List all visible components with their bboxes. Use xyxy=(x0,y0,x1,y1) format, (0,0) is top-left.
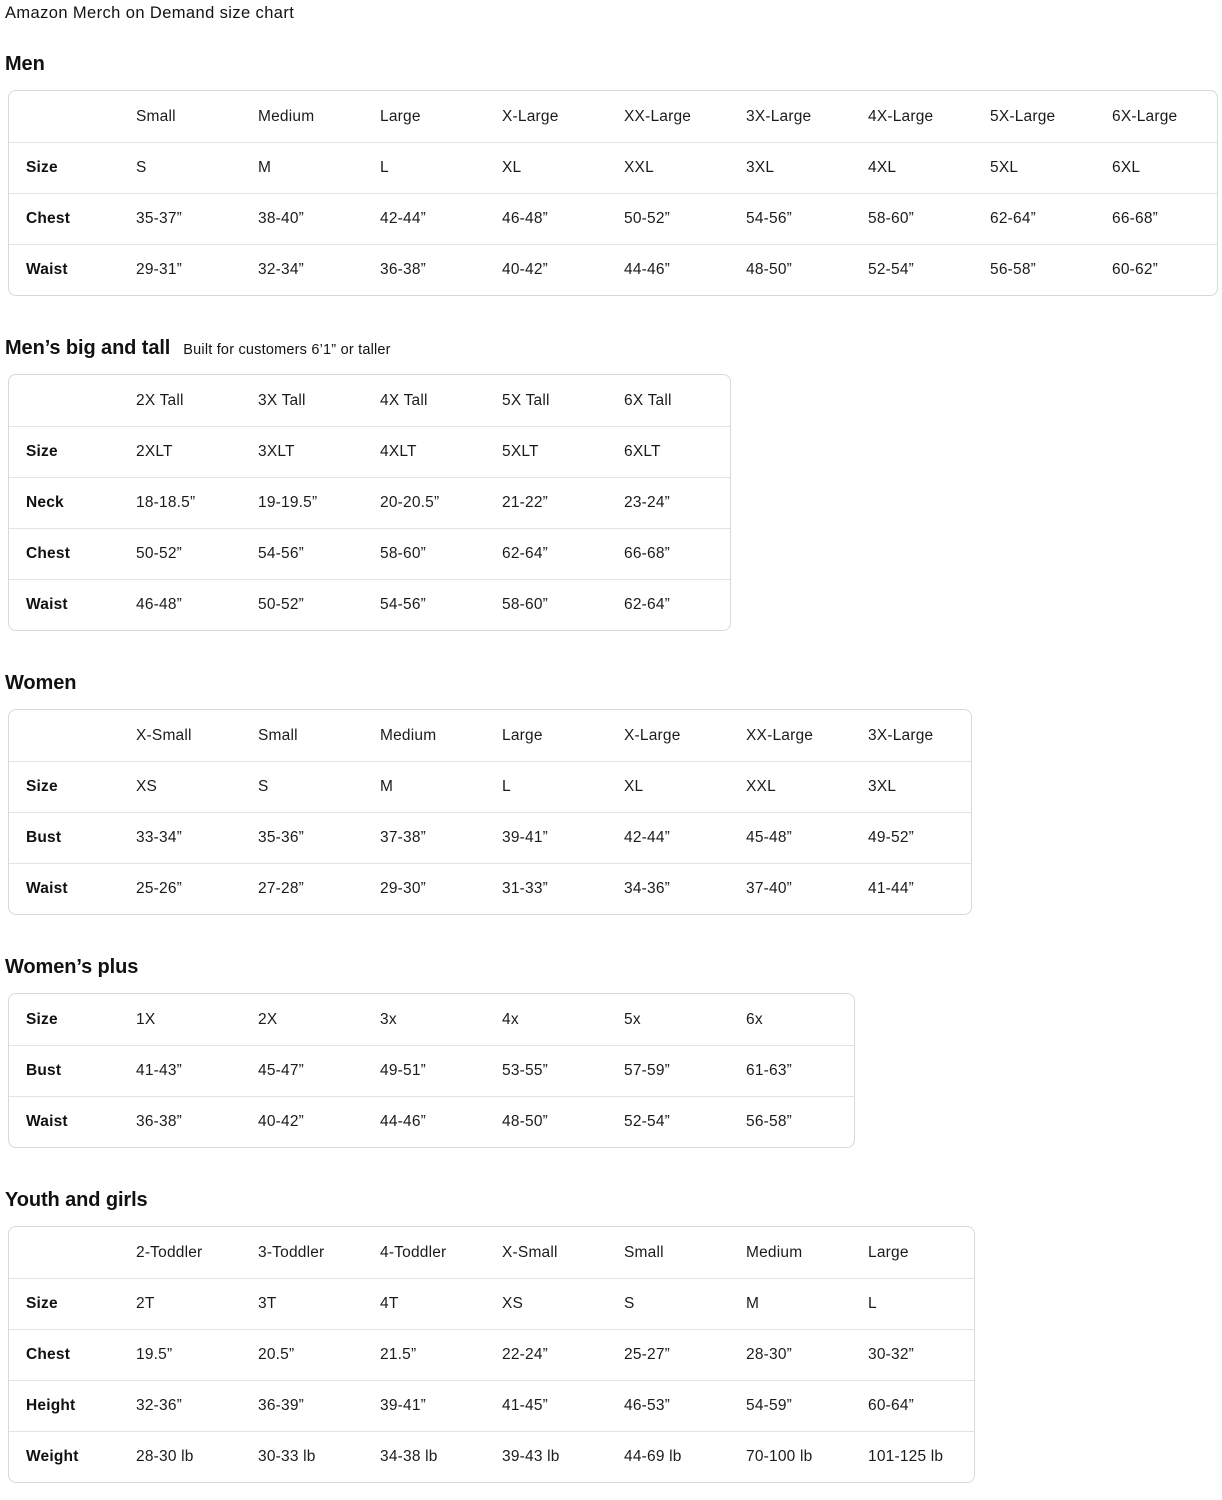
size-value-cell: 45-48” xyxy=(746,812,868,863)
column-header: 6X Tall xyxy=(624,391,672,409)
size-value-cell: 50-52” xyxy=(258,579,380,630)
section-header xyxy=(5,671,1214,695)
size-value-cell: XXL xyxy=(624,142,746,193)
size-value-cell: 40-42” xyxy=(502,244,624,295)
size-value-cell: 1X xyxy=(136,1010,156,1028)
column-header: 4X Tall xyxy=(380,391,428,409)
column-header: 4X-Large xyxy=(868,107,934,125)
size-value-cell: M xyxy=(746,1278,868,1329)
size-value-cell: 52-54” xyxy=(868,244,990,295)
size-value-cell: 5XLT xyxy=(502,426,624,477)
section-men xyxy=(5,52,1214,296)
row-label: Neck xyxy=(9,477,136,528)
corner-cell xyxy=(9,91,136,142)
size-value-cell: 23-24” xyxy=(624,477,730,528)
size-value-cell: 42-44” xyxy=(624,812,746,863)
section-subtitle: Built for customers 6’1” or taller xyxy=(183,342,391,358)
size-value-cell: 32-36” xyxy=(136,1380,258,1431)
size-value-cell: 30-32” xyxy=(868,1329,974,1380)
size-value-cell: 35-37” xyxy=(136,193,258,244)
size-value-cell: 50-52” xyxy=(136,528,258,579)
sections xyxy=(5,52,1214,1483)
size-value-cell: 39-41” xyxy=(502,812,624,863)
row-label: Waist xyxy=(9,863,136,914)
size-value-cell: 20.5” xyxy=(258,1329,380,1380)
size-value-cell: 66-68” xyxy=(1112,193,1217,244)
section-header xyxy=(5,336,1214,360)
size-value-cell: 44-69 lb xyxy=(624,1431,746,1482)
size-value-cell: 18-18.5” xyxy=(136,477,258,528)
table-row xyxy=(9,477,730,528)
size-value-cell: 5XL xyxy=(990,142,1112,193)
women-size-table xyxy=(9,710,971,914)
table-row xyxy=(9,812,971,863)
table-row xyxy=(9,244,1217,295)
table-row xyxy=(9,1380,974,1431)
size-value-cell: 4x xyxy=(502,1010,519,1028)
size-value-cell: 60-64” xyxy=(868,1380,974,1431)
size-value-cell: 48-50” xyxy=(502,1096,624,1147)
size-value-cell: 62-64” xyxy=(624,579,730,630)
size-value-cell: 62-64” xyxy=(502,528,624,579)
section-heading: Men xyxy=(5,53,45,75)
row-label: Waist xyxy=(9,1096,136,1147)
column-header: Small xyxy=(136,107,176,125)
men-table xyxy=(8,90,1218,296)
size-value-cell: 36-38” xyxy=(136,1096,258,1147)
size-value-cell: 46-53” xyxy=(624,1380,746,1431)
size-value-cell: 41-44” xyxy=(868,863,971,914)
page-title: Amazon Merch on Demand size chart xyxy=(5,4,295,22)
table-row xyxy=(9,994,854,1045)
size-value-cell: 29-31” xyxy=(136,244,258,295)
size-value-cell: 70-100 lb xyxy=(746,1431,868,1482)
size-value-cell: 41-43” xyxy=(136,1045,258,1096)
corner-cell xyxy=(9,1227,136,1278)
column-header: Large xyxy=(380,107,421,125)
size-value-cell: XXL xyxy=(746,761,868,812)
table-row xyxy=(9,1329,974,1380)
size-value-cell: 50-52” xyxy=(624,193,746,244)
men-size-table xyxy=(9,91,1217,295)
section-heading: Women xyxy=(5,672,77,694)
size-value-cell: 40-42” xyxy=(258,1096,380,1147)
size-value-cell: 42-44” xyxy=(380,193,502,244)
size-value-cell: 54-59” xyxy=(746,1380,868,1431)
size-value-cell: 27-28” xyxy=(258,863,380,914)
column-header: Medium xyxy=(746,1243,803,1261)
table-row xyxy=(9,863,971,914)
section-header xyxy=(5,955,1214,979)
size-value-cell: 3x xyxy=(380,1010,397,1028)
size-value-cell: 58-60” xyxy=(502,579,624,630)
table-row xyxy=(9,1096,854,1147)
column-header: 2-Toddler xyxy=(136,1243,203,1261)
size-value-cell: 66-68” xyxy=(624,528,730,579)
table-header-row xyxy=(9,375,730,426)
column-header: 6X-Large xyxy=(1112,107,1178,125)
section-womens-plus xyxy=(5,955,1214,1148)
size-value-cell: 25-26” xyxy=(136,863,258,914)
size-value-cell: 19-19.5” xyxy=(258,477,380,528)
column-header: Medium xyxy=(258,107,315,125)
size-value-cell: 30-33 lb xyxy=(258,1431,380,1482)
size-value-cell: 33-34” xyxy=(136,812,258,863)
table-row xyxy=(9,1431,974,1482)
table-row xyxy=(9,1278,974,1329)
size-value-cell: 22-24” xyxy=(502,1329,624,1380)
table-header-row xyxy=(9,1227,974,1278)
size-value-cell: 39-43 lb xyxy=(502,1431,624,1482)
size-value-cell: 49-51” xyxy=(380,1045,502,1096)
size-value-cell: L xyxy=(868,1278,974,1329)
size-value-cell: 3XL xyxy=(868,761,971,812)
size-value-cell: 2XLT xyxy=(136,426,258,477)
row-label: Chest xyxy=(9,528,136,579)
section-women xyxy=(5,671,1214,915)
corner-cell xyxy=(9,375,136,426)
table-row xyxy=(9,528,730,579)
row-label: Size xyxy=(9,761,136,812)
size-value-cell: 36-39” xyxy=(258,1380,380,1431)
row-label: Waist xyxy=(9,579,136,630)
size-value-cell: 56-58” xyxy=(746,1096,854,1147)
size-value-cell: 28-30 lb xyxy=(136,1431,258,1482)
column-header: Medium xyxy=(380,726,437,744)
size-value-cell: 37-40” xyxy=(746,863,868,914)
size-value-cell: 19.5” xyxy=(136,1329,258,1380)
size-value-cell: 28-30” xyxy=(746,1329,868,1380)
size-value-cell: 58-60” xyxy=(868,193,990,244)
column-header: XX-Large xyxy=(624,107,692,125)
column-header: X-Large xyxy=(502,107,559,125)
size-value-cell: 31-33” xyxy=(502,863,624,914)
table-header-row xyxy=(9,91,1217,142)
size-value-cell: XL xyxy=(502,142,624,193)
youth-and-girls-size-table xyxy=(9,1227,974,1482)
size-value-cell: 2T xyxy=(136,1278,258,1329)
column-header: 3X Tall xyxy=(258,391,306,409)
size-value-cell: 21-22” xyxy=(502,477,624,528)
size-value-cell: 2X xyxy=(258,1010,278,1028)
size-value-cell: 38-40” xyxy=(258,193,380,244)
size-value-cell: 57-59” xyxy=(624,1045,746,1096)
size-value-cell: 48-50” xyxy=(746,244,868,295)
size-value-cell: XL xyxy=(624,761,746,812)
size-value-cell: 53-55” xyxy=(502,1045,624,1096)
row-label: Size xyxy=(9,142,136,193)
table-row xyxy=(9,1045,854,1096)
size-value-cell: 29-30” xyxy=(380,863,502,914)
size-value-cell: 58-60” xyxy=(380,528,502,579)
section-header xyxy=(5,52,1214,76)
table-row xyxy=(9,579,730,630)
column-header: X-Small xyxy=(502,1243,558,1261)
section-mens-big-and-tall xyxy=(5,336,1214,631)
size-value-cell: 34-38 lb xyxy=(380,1431,502,1482)
size-value-cell: 52-54” xyxy=(624,1096,746,1147)
table-row xyxy=(9,426,730,477)
size-value-cell: M xyxy=(380,761,502,812)
size-value-cell: M xyxy=(258,142,380,193)
size-value-cell: 6XL xyxy=(1112,142,1217,193)
size-value-cell: 44-46” xyxy=(624,244,746,295)
section-heading: Women’s plus xyxy=(5,956,139,978)
column-header: Large xyxy=(868,1243,909,1261)
row-label: Chest xyxy=(9,193,136,244)
row-label: Waist xyxy=(9,244,136,295)
section-heading: Youth and girls xyxy=(5,1189,148,1211)
size-value-cell: 20-20.5” xyxy=(380,477,502,528)
size-value-cell: 49-52” xyxy=(868,812,971,863)
size-value-cell: 32-34” xyxy=(258,244,380,295)
size-value-cell: S xyxy=(624,1278,746,1329)
size-value-cell: 60-62” xyxy=(1112,244,1217,295)
womens-plus-table xyxy=(8,993,855,1148)
table-row xyxy=(9,142,1217,193)
column-header: Large xyxy=(502,726,543,744)
size-value-cell: 35-36” xyxy=(258,812,380,863)
size-value-cell: 62-64” xyxy=(990,193,1112,244)
column-header: X-Small xyxy=(136,726,192,744)
size-value-cell: 36-38” xyxy=(380,244,502,295)
size-value-cell: 25-27” xyxy=(624,1329,746,1380)
size-value-cell: 54-56” xyxy=(746,193,868,244)
table-row xyxy=(9,761,971,812)
size-value-cell: 54-56” xyxy=(380,579,502,630)
table-header-row xyxy=(9,710,971,761)
column-header: 3X-Large xyxy=(746,107,812,125)
mens-big-and-tall-size-table xyxy=(9,375,730,630)
womens-plus-size-table xyxy=(9,994,854,1147)
size-value-cell: 4XL xyxy=(868,142,990,193)
column-header: 2X Tall xyxy=(136,391,184,409)
table-row xyxy=(9,193,1217,244)
size-value-cell: 3XL xyxy=(746,142,868,193)
row-label: Size xyxy=(9,426,136,477)
size-value-cell: S xyxy=(136,142,258,193)
section-header xyxy=(5,1188,1214,1212)
row-label: Bust xyxy=(9,1045,136,1096)
size-value-cell: 6XLT xyxy=(624,426,730,477)
column-header: 3-Toddler xyxy=(258,1243,325,1261)
size-value-cell: L xyxy=(380,142,502,193)
size-value-cell: 61-63” xyxy=(746,1045,854,1096)
size-value-cell: 46-48” xyxy=(502,193,624,244)
corner-cell xyxy=(9,710,136,761)
column-header: 3X-Large xyxy=(868,726,934,744)
row-label: Height xyxy=(9,1380,136,1431)
column-header: 5X-Large xyxy=(990,107,1056,125)
size-value-cell: 45-47” xyxy=(258,1045,380,1096)
size-value-cell: XS xyxy=(502,1278,624,1329)
column-header: 5X Tall xyxy=(502,391,550,409)
size-value-cell: 5x xyxy=(624,1010,641,1028)
column-header: X-Large xyxy=(624,726,681,744)
row-label: Chest xyxy=(9,1329,136,1380)
size-value-cell: XS xyxy=(136,761,258,812)
size-value-cell: 54-56” xyxy=(258,528,380,579)
size-value-cell: 4T xyxy=(380,1278,502,1329)
column-header: Small xyxy=(624,1243,664,1261)
row-label: Size xyxy=(9,1278,136,1329)
size-value-cell: 101-125 lb xyxy=(868,1431,974,1482)
column-header: 4-Toddler xyxy=(380,1243,447,1261)
section-youth-and-girls xyxy=(5,1188,1214,1483)
mens-big-and-tall-table xyxy=(8,374,731,631)
size-value-cell: 37-38” xyxy=(380,812,502,863)
size-value-cell: 21.5” xyxy=(380,1329,502,1380)
section-heading: Men’s big and tall xyxy=(5,337,171,359)
women-table xyxy=(8,709,972,915)
row-label: Weight xyxy=(9,1431,136,1482)
size-value-cell: 56-58” xyxy=(990,244,1112,295)
size-value-cell: L xyxy=(502,761,624,812)
size-value-cell: 3XLT xyxy=(258,426,380,477)
size-value-cell: 4XLT xyxy=(380,426,502,477)
row-label: Size xyxy=(26,1010,58,1028)
size-value-cell: 34-36” xyxy=(624,863,746,914)
youth-and-girls-table xyxy=(8,1226,975,1483)
size-value-cell: 39-41” xyxy=(380,1380,502,1431)
size-value-cell: S xyxy=(258,761,380,812)
size-value-cell: 46-48” xyxy=(136,579,258,630)
column-header: Small xyxy=(258,726,298,744)
column-header: XX-Large xyxy=(746,726,814,744)
size-value-cell: 44-46” xyxy=(380,1096,502,1147)
size-value-cell: 6x xyxy=(746,1010,763,1028)
row-label: Bust xyxy=(9,812,136,863)
size-value-cell: 3T xyxy=(258,1278,380,1329)
size-value-cell: 41-45” xyxy=(502,1380,624,1431)
